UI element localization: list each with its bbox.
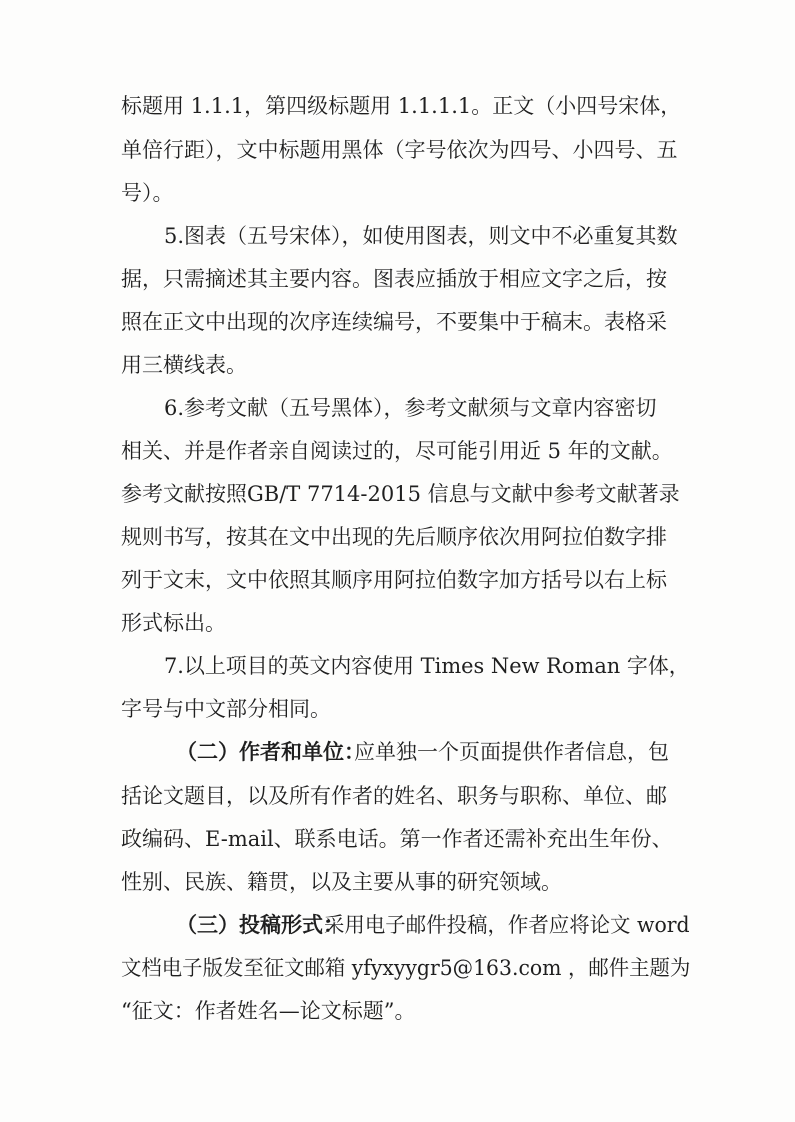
- paragraph-line: [0, 517, 795, 557]
- text-line: 7.以上项目的英文内容使用 Times New Roman 字体，: [164, 654, 690, 678]
- text-line: 号）。: [121, 181, 174, 205]
- paragraph-line: [0, 173, 795, 213]
- paragraph-line: [0, 862, 795, 902]
- paragraph-line: [0, 345, 795, 385]
- text-line: 性别、民族、籍贯，以及主要从事的研究领域。: [121, 870, 562, 894]
- text-line: 5.图表（五号宋体），如使用图表，则文中不必重复其数: [164, 224, 678, 248]
- text-line: 政编码、E-mail、联系电话。第一作者还需补充出生年份、: [121, 827, 673, 851]
- paragraph-line: [0, 689, 795, 729]
- paragraph-line: [0, 86, 795, 126]
- text-line: 形式标出。: [121, 611, 226, 635]
- section-heading-author: （二）作者和单位：: [176, 739, 365, 764]
- paragraph-line: [0, 216, 795, 256]
- text-line: 规则书写，按其在文中出现的先后顺序依次用阿拉伯数字排: [121, 525, 667, 549]
- paragraph-line: [0, 776, 795, 816]
- section-heading-submission: （三）投稿形式：: [176, 912, 344, 937]
- text-line: 括论文题目，以及所有作者的姓名、职务与职称、单位、邮: [121, 784, 667, 808]
- text-line: 6.参考文献（五号黑体），参考文献须与文章内容密切: [164, 396, 657, 420]
- paragraph-line: [0, 474, 795, 514]
- text-line: 字号与中文部分相同。: [121, 697, 331, 721]
- text-line: 标题用 1.1.1，第四级标题用 1.1.1.1。正文（小四号宋体，: [121, 94, 682, 118]
- text-line: 采用电子邮件投稿，作者应将论文 word: [324, 913, 690, 937]
- text-line: 单倍行距），文中标题用黑体（字号依次为四号、小四号、五: [121, 138, 678, 162]
- paragraph-line: [0, 819, 795, 859]
- text-line: 照在正文中出现的次序连续编号，不要集中于稿末。表格采: [121, 310, 667, 334]
- text-line-email: 文档电子版发至征文邮箱 yfyxyygr5@163.com ，邮件主题为: [121, 956, 691, 980]
- paragraph-line: [0, 388, 795, 428]
- paragraph-line: [0, 646, 795, 686]
- text-line: “征文：作者姓名—论文标题”。: [121, 999, 416, 1023]
- paragraph-line: [0, 732, 795, 772]
- paragraph-line: [0, 259, 795, 299]
- text-line: 列于文末，文中依照其顺序用阿拉伯数字加方括号以右上标: [121, 568, 667, 592]
- paragraph-line: [0, 991, 795, 1031]
- paragraph-line: [0, 302, 795, 342]
- text-line: 据，只需摘述其主要内容。图表应插放于相应文字之后，按: [121, 267, 667, 291]
- paragraph-line: [0, 130, 795, 170]
- text-line: 参考文献按照GB/T 7714-2015 信息与文献中参考文献著录: [121, 482, 680, 506]
- text-line: 相关、并是作者亲自阅读过的，尽可能引用近 5 年的文献。: [121, 439, 673, 463]
- text-line: 用三横线表。: [121, 353, 247, 377]
- paragraph-line: [0, 603, 795, 643]
- paragraph-line: [0, 905, 795, 945]
- text-line: 应单独一个页面提供作者信息，包: [354, 740, 669, 764]
- paragraph-line: [0, 948, 795, 988]
- paragraph-line: [0, 431, 795, 471]
- paragraph-line: [0, 560, 795, 600]
